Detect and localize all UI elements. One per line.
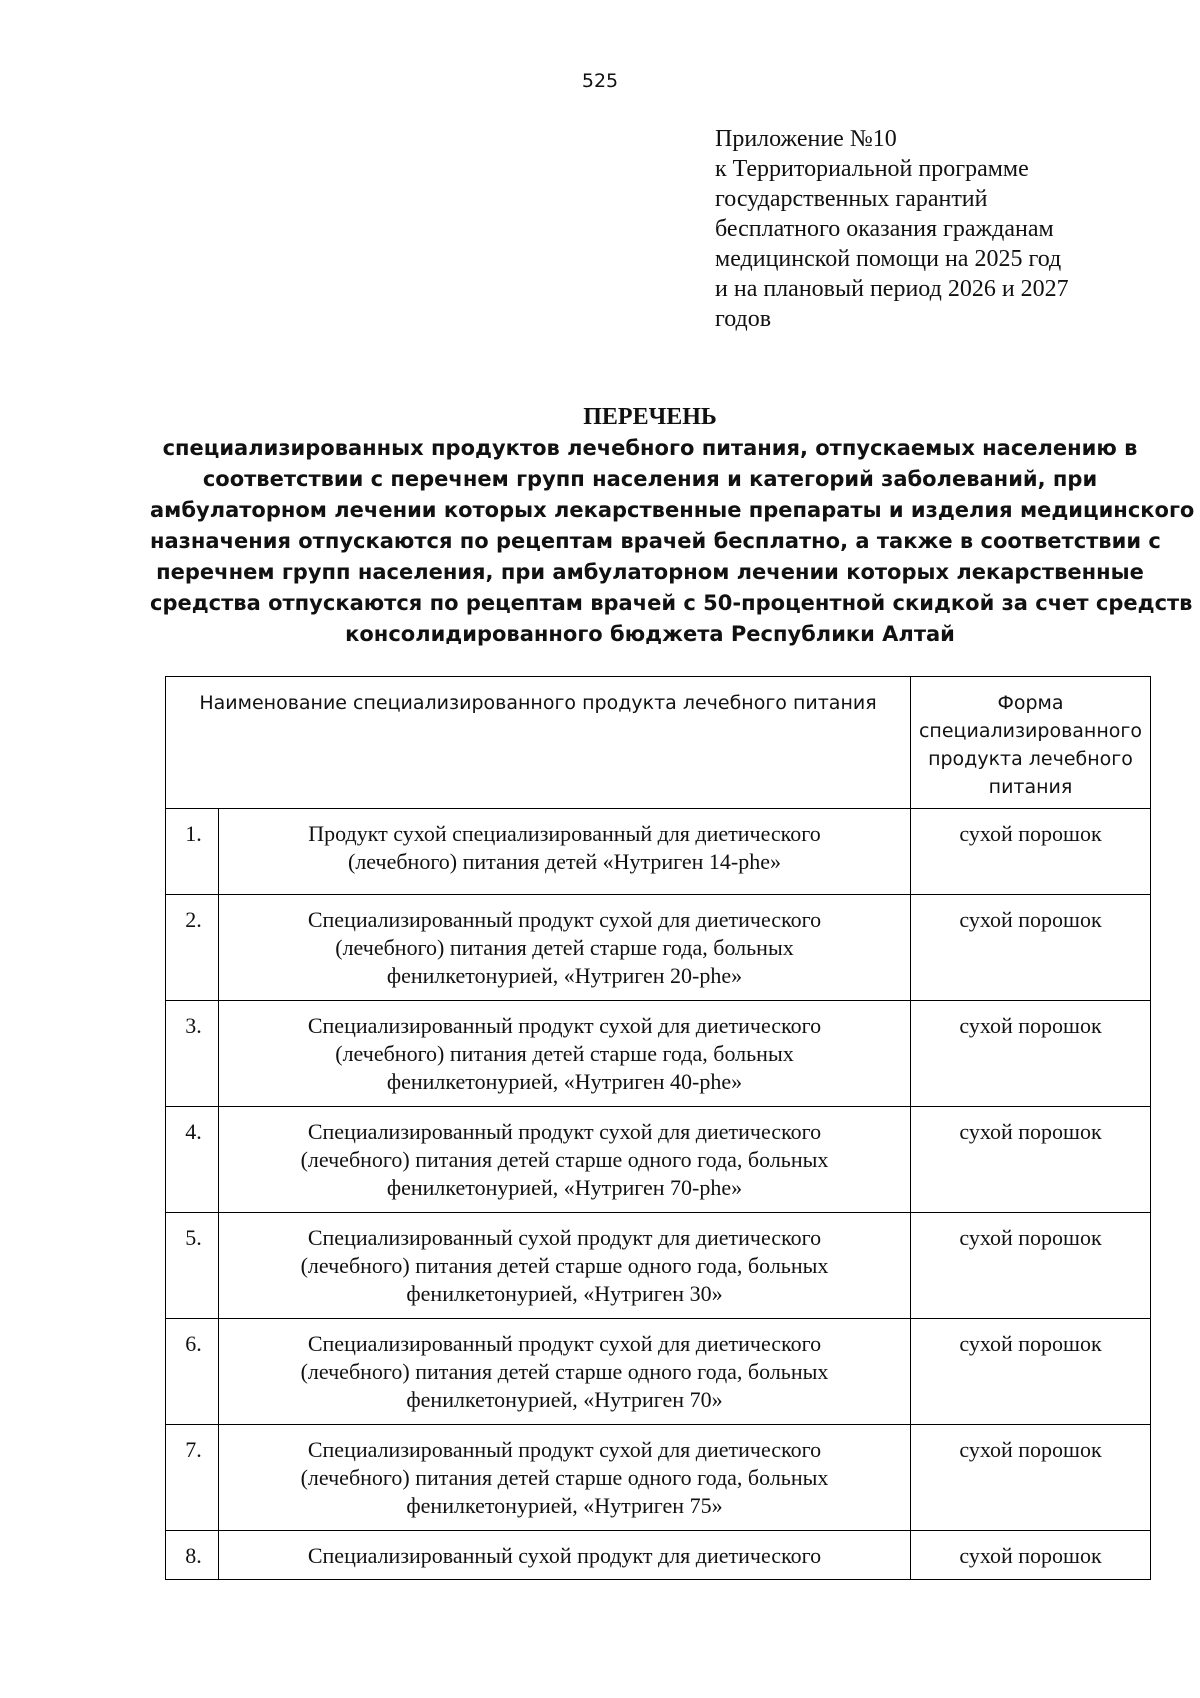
product-name-line: Специализированный продукт сухой для диетического: [307, 1119, 822, 1144]
product-name: [219, 1319, 911, 1425]
table-row: [166, 1425, 1151, 1531]
row-number: 7.: [166, 1425, 219, 1531]
product-name-line: (лечебного) питания детей старше одного года, больных: [300, 1465, 829, 1490]
page-number: 525: [581, 70, 619, 92]
product-form: сухой порошок: [911, 1425, 1151, 1531]
row-number: 1.: [166, 809, 219, 895]
title-line: консолидированного бюджета Республики Алтай: [345, 622, 955, 646]
product-form: сухой порошок: [911, 1213, 1151, 1319]
title-line: специализированных продуктов лечебного питания, отпускаемых населению в: [162, 436, 1138, 460]
table-row: [166, 809, 1151, 895]
table-header-row: [166, 677, 1151, 809]
appendix-line: бесплатного оказания гражданам: [715, 216, 1054, 242]
product-name-line: Специализированный продукт сухой для диетического: [307, 1331, 822, 1356]
product-name: [219, 1213, 911, 1319]
product-name-line: фенилкетонурией, «Нутриген 40-phe»: [386, 1069, 743, 1094]
table-row: [166, 1107, 1151, 1213]
product-name-line: (лечебного) питания детей старше одного года, больных: [300, 1147, 829, 1172]
title-line: соответствии с перечнем групп населения и категорий заболеваний, при: [202, 467, 1098, 491]
product-name-line: фенилкетонурией, «Нутриген 20-phe»: [386, 963, 743, 988]
appendix-line: медицинской помощи на 2025 год: [715, 246, 1062, 272]
header-form-line: питания: [988, 776, 1073, 798]
header-form-line: продукта лечебного: [928, 748, 1133, 770]
product-name-line: (лечебного) питания детей старше одного года, больных: [300, 1253, 829, 1278]
product-name-line: Специализированный продукт сухой для диетического: [307, 1437, 822, 1462]
product-name: [219, 1001, 911, 1107]
product-name-line: Специализированный продукт сухой для диетического: [307, 1013, 822, 1038]
row-number: 3.: [166, 1001, 219, 1107]
product-name-line: Специализированный сухой продукт для диетического: [307, 1543, 822, 1568]
header-form-line: специализированного: [918, 720, 1143, 742]
appendix-line: к Территориальной программе: [715, 156, 1029, 182]
title-line: назначения отпускаются по рецептам врачей бесплатно, а также в соответствии с: [150, 529, 1161, 553]
row-number: 8.: [166, 1531, 219, 1580]
product-name-line: фенилкетонурией, «Нутриген 30»: [406, 1281, 723, 1306]
product-name-line: фенилкетонурией, «Нутриген 75»: [406, 1493, 723, 1518]
appendix-line: годов: [715, 306, 772, 332]
product-form: сухой порошок: [911, 1001, 1151, 1107]
document-title: [150, 402, 1195, 650]
product-form: сухой порошок: [911, 809, 1151, 895]
product-form: сухой порошок: [911, 1319, 1151, 1425]
appendix-line: государственных гарантий: [715, 186, 988, 212]
table-row: [166, 1531, 1151, 1580]
product-form: сухой порошок: [911, 1107, 1151, 1213]
product-name: [219, 1107, 911, 1213]
product-name-line: Специализированный продукт сухой для диетического: [307, 907, 822, 932]
appendix-note: [715, 124, 1175, 334]
product-name-line: фенилкетонурией, «Нутриген 70»: [406, 1387, 723, 1412]
product-name-line: Продукт сухой специализированный для диетического: [308, 821, 821, 846]
title-line: перечнем групп населения, при амбулаторном лечении которых лекарственные: [156, 560, 1144, 584]
row-number: 5.: [166, 1213, 219, 1319]
appendix-line: Приложение №10: [715, 126, 897, 152]
row-number: 6.: [166, 1319, 219, 1425]
product-name-line: (лечебного) питания детей старше года, больных: [335, 935, 794, 960]
table-row: [166, 1213, 1151, 1319]
product-name-line: фенилкетонурией, «Нутриген 70-phe»: [386, 1175, 743, 1200]
title-main: ПЕРЕЧЕНЬ: [583, 404, 717, 430]
product-name: [219, 1531, 911, 1580]
products-table: [165, 676, 1151, 1580]
title-line: средства отпускаются по рецептам врачей с 50-процентной скидкой за счет средств: [150, 591, 1193, 615]
product-name-line: (лечебного) питания детей старше года, больных: [335, 1041, 794, 1066]
product-name: [219, 809, 911, 895]
product-form: сухой порошок: [911, 1531, 1151, 1580]
product-form: сухой порошок: [911, 895, 1151, 1001]
appendix-line: и на плановый период 2026 и 2027: [715, 276, 1069, 302]
title-line: амбулаторном лечении которых лекарственные препараты и изделия медицинского: [150, 498, 1195, 522]
product-name-line: (лечебного) питания детей «Нутриген 14-phe»: [348, 849, 781, 874]
row-number: 4.: [166, 1107, 219, 1213]
product-name-line: Специализированный сухой продукт для диетического: [307, 1225, 822, 1250]
header-form-line: Форма: [997, 692, 1064, 714]
product-name: [219, 1425, 911, 1531]
header-name: Наименование специализированного продукта лечебного питания: [166, 677, 911, 809]
product-name: [219, 895, 911, 1001]
table-row: [166, 1319, 1151, 1425]
table-row: [166, 895, 1151, 1001]
table-row: [166, 1001, 1151, 1107]
row-number: 2.: [166, 895, 219, 1001]
product-name-line: (лечебного) питания детей старше одного года, больных: [300, 1359, 829, 1384]
header-form: [911, 677, 1151, 809]
